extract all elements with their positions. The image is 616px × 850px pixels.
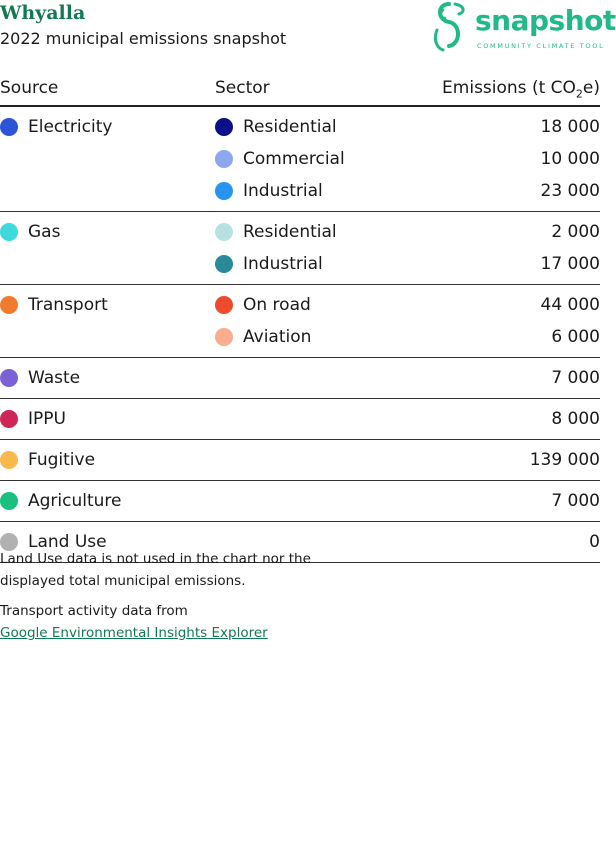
emissions-value: 44 000	[540, 295, 600, 315]
transport-color-dot	[0, 296, 18, 314]
logo-wordmark: snapshot	[475, 4, 616, 37]
page-subtitle: 2022 municipal emissions snapshot	[0, 29, 287, 48]
column-header-sector: Sector	[215, 72, 389, 106]
waste-color-dot	[0, 369, 18, 387]
header	[0, 0, 616, 60]
table-row	[0, 143, 600, 175]
sector-label: Industrial	[243, 181, 323, 201]
source-label: IPPU	[28, 409, 66, 429]
table-row	[0, 399, 600, 440]
logo-tagline: COMMUNITY CLIMATE TOOL	[477, 42, 605, 50]
table-row	[0, 321, 600, 358]
emissions-value: 0	[389, 522, 600, 563]
emissions-value: 7 000	[389, 358, 600, 399]
source-label: Gas	[28, 222, 61, 242]
snapshot-logo[interactable]	[429, 0, 616, 54]
page-title: Whyalla	[0, 2, 86, 24]
emissions-value: 6 000	[389, 321, 600, 358]
emissions-value: 139 000	[389, 440, 600, 481]
emissions-value: 23 000	[389, 175, 600, 212]
table-row	[0, 285, 600, 322]
source-label: Agriculture	[28, 491, 122, 511]
sector-label: Aviation	[243, 327, 312, 347]
source-label: Land Use	[28, 532, 107, 552]
source-label: Electricity	[28, 117, 113, 137]
emissions-table	[0, 72, 600, 563]
aviation-color-dot	[215, 328, 233, 346]
industrial-color-dot	[215, 182, 233, 200]
table-row	[0, 106, 600, 143]
table-row	[0, 248, 600, 285]
table-header-row	[0, 72, 600, 106]
source-label: Fugitive	[28, 450, 96, 470]
sector-label: Commercial	[243, 149, 345, 169]
sector-label: Industrial	[243, 254, 323, 274]
residential-color-dot	[215, 223, 233, 241]
transport-source-note: Transport activity data from Google Environmental Insights Explorer	[0, 603, 268, 641]
sector-label: On road	[243, 295, 311, 315]
commercial-color-dot	[215, 150, 233, 168]
land-use-note: Land Use data is not used in the chart nor the displayed total municipal emissions.	[0, 551, 311, 589]
fugitive-color-dot	[0, 451, 18, 469]
table-row	[0, 175, 600, 212]
emissions-value: 2 000	[551, 222, 600, 242]
on-road-color-dot	[215, 296, 233, 314]
column-header-emissions: Emissions (t $CO_2e$)	[389, 72, 600, 106]
gas-color-dot	[0, 223, 18, 241]
sector-label: Residential	[243, 222, 337, 242]
emissions-value: 10 000	[540, 149, 600, 169]
footnotes	[0, 548, 340, 652]
emissions-value: 18 000	[540, 117, 600, 137]
snapshot-logo-icon	[429, 0, 469, 54]
agriculture-color-dot	[0, 492, 18, 510]
source-label: Transport	[28, 295, 108, 315]
table-row	[0, 358, 600, 399]
residential-color-dot	[215, 118, 233, 136]
electricity-color-dot	[0, 118, 18, 136]
google-eie-link[interactable]: Google Environmental Insights Explorer	[0, 625, 268, 641]
source-label: Waste	[28, 368, 81, 388]
industrial-color-dot	[215, 255, 233, 273]
table-row	[0, 212, 600, 249]
table-row	[0, 440, 600, 481]
table-row	[0, 481, 600, 522]
emissions-value: 17 000	[389, 248, 600, 285]
column-header-source: Source	[0, 72, 215, 106]
ippu-color-dot	[0, 410, 18, 428]
emissions-value: 8 000	[389, 399, 600, 440]
sector-label: Residential	[243, 117, 337, 137]
emissions-value: 7 000	[389, 481, 600, 522]
